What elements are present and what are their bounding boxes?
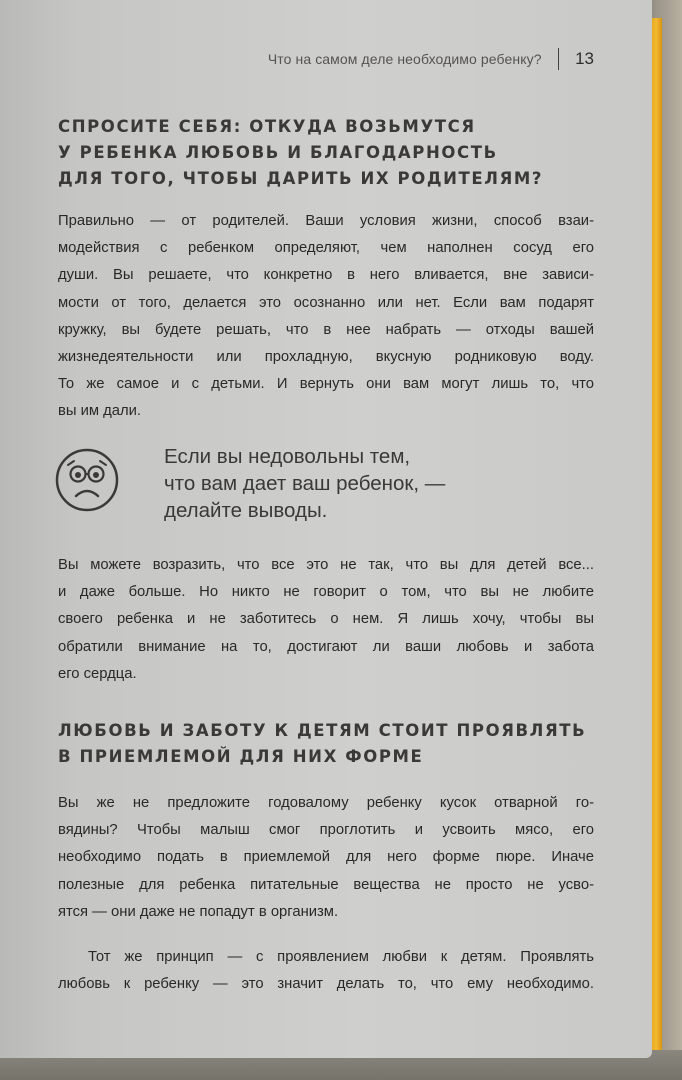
running-head bbox=[214, 48, 594, 70]
text-line: души. Вы решаете, что конкретно в него вливается, вне зависи- bbox=[58, 267, 594, 284]
heading-line: СПРОСИТЕ СЕБЯ: ОТКУДА ВОЗЬМУТСЯ bbox=[58, 117, 476, 136]
text-line: жизнедеятельности или прохладную, вкусную родниковую воду. bbox=[58, 349, 594, 366]
callout-line: делайте выводы. bbox=[164, 499, 328, 522]
text-line: его сердца. bbox=[58, 665, 137, 682]
text-line: Правильно — от родителей. Ваши условия жизни, способ взаи- bbox=[58, 213, 594, 229]
paragraph-1 bbox=[58, 208, 594, 426]
text-line: Вы же не предложите годовалому ребенку кусок отварной го- bbox=[58, 795, 594, 811]
heading-line: ДЛЯ ТОГО, ЧТОБЫ ДАРИТЬ ИХ РОДИТЕЛЯМ? bbox=[58, 169, 544, 188]
heading-line: В ПРИЕМЛЕМОЙ ДЛЯ НИХ ФОРМЕ bbox=[58, 747, 424, 766]
text-line: модействия с ребенком определяют, чем наполнен сосуд его bbox=[58, 240, 594, 257]
running-head-title: Что на самом деле необходимо ребенку? bbox=[267, 51, 542, 67]
text-line: Вы можете возразить, что все это не так, что вы для детей все... bbox=[58, 557, 594, 573]
text-line: ятся — они даже не попадут в организм. bbox=[58, 903, 339, 920]
paragraph-4 bbox=[58, 944, 594, 998]
callout-line: что вам дает ваш ребенок, — bbox=[164, 472, 446, 495]
section-heading-1 bbox=[58, 114, 543, 192]
callout-line: Если вы недовольны тем, bbox=[164, 445, 411, 468]
heading-line: ЛЮБОВЬ И ЗАБОТУ К ДЕТЯМ СТОИТ ПРОЯВЛЯТЬ bbox=[58, 721, 587, 740]
paragraph-3 bbox=[58, 790, 594, 926]
sad-face-icon bbox=[54, 447, 120, 513]
running-head-divider bbox=[558, 48, 560, 70]
text-line: вядины? Чтобы малыш смог проглотить и усвоить мясо, его bbox=[58, 822, 594, 839]
paragraph-2 bbox=[58, 552, 594, 688]
text-line: полезные для ребенка питательные вещества не просто не усво- bbox=[58, 876, 594, 893]
text-line: необходимо подать в приемлемой для него форме пюре. Иначе bbox=[58, 849, 594, 866]
text-line: и даже больше. Но никто не говорит о том, что вы не любите bbox=[58, 584, 594, 601]
text-line: кружку, вы будете решать, что в нее набрать — отходы вашей bbox=[58, 321, 594, 338]
text-line: То же самое и с детьми. И вернуть они вам могут лишь то, что bbox=[58, 376, 594, 393]
text-line: мости от того, делается это осознанно или нет. Если вам подарят bbox=[58, 294, 594, 311]
heading-line: У РЕБЕНКА ЛЮБОВЬ И БЛАГОДАРНОСТЬ bbox=[58, 143, 498, 162]
text-line: обратили внимание на то, достигают ли ваши любовь и забота bbox=[58, 638, 594, 655]
text-line: своего ребенка и не заботитесь о нем. Я лишь хочу, чтобы вы bbox=[58, 611, 594, 628]
section-heading-2 bbox=[58, 718, 586, 770]
text-line: вы им дали. bbox=[58, 403, 142, 420]
page-number: 13 bbox=[575, 49, 594, 68]
text-line: любовь к ребенку — это значит делать то, что ему необходимо. bbox=[58, 976, 594, 993]
callout-quote bbox=[164, 443, 445, 524]
text-line: Тот же принцип — с проявлением любви к детям. Проявлять bbox=[88, 949, 594, 965]
